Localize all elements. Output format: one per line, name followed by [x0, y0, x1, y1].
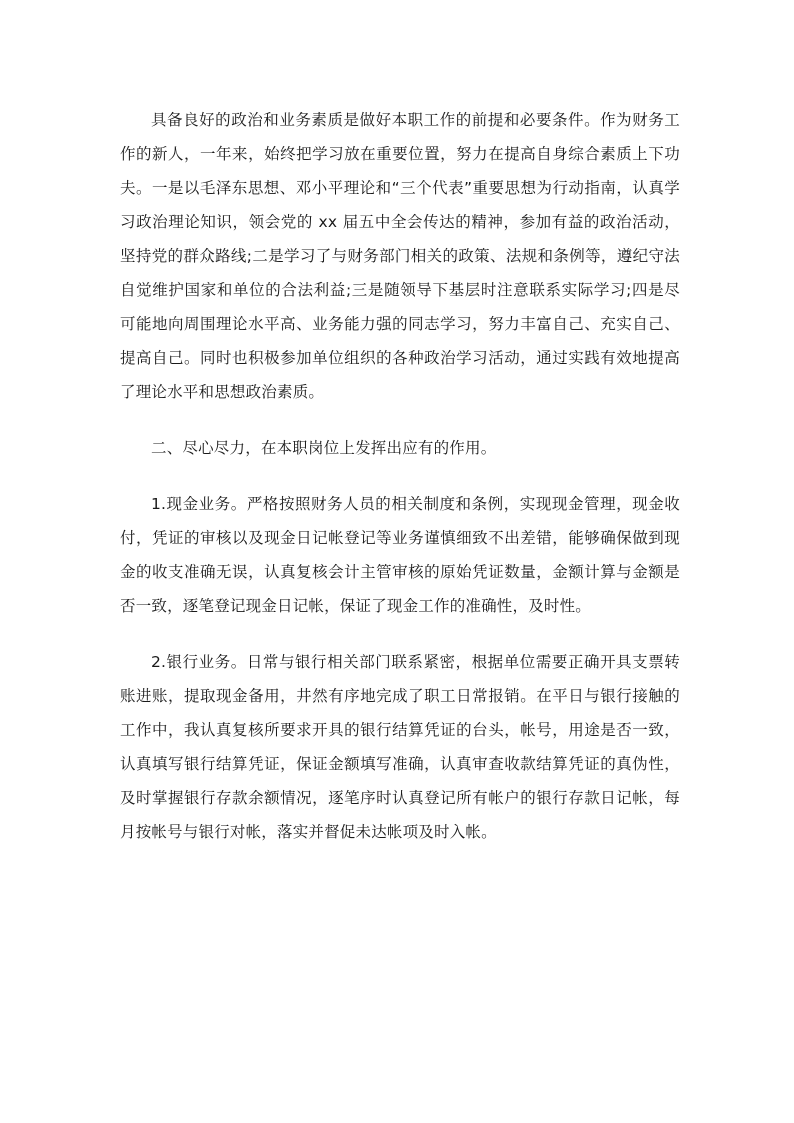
paragraph-bank-business: 2.银行业务。日常与银行相关部门联系紧密，根据单位需要正确开具支票转账进账，提取现金备用，井然有序地完成了职工日常报销。在平日与银行接触的工作中，我认真复核所要求开具的银行结算凭证的台头，帐号，用途是否一致，认真填写银行结算凭证，保证金额填写准确，认真审查收款结算凭证的真伪性，及时掌握银行存款余额情况，逐笔序时认真登记所有帐户的银行存款日记帐，每月按帐号与银行对帐，落实并督促未达帐项及时入帐。 — [120, 653, 680, 841]
section-heading-duties: 二、尽心尽力，在本职岗位上发挥出应有的作用。 — [151, 439, 497, 457]
document-body — [120, 103, 680, 849]
paragraph-political-quality: 具备良好的政治和业务素质是做好本职工作的前提和必要条件。作为财务工作的新人，一年来，始终把学习放在重要位置，努力在提高自身综合素质上下功夫。一是以毛泽东思想、邓小平理论和“三个代表”重要思想为行动指南，认真学习政治理论知识，领会党的 xx 届五中全会传达的精神，参加有益的政治活动，坚持党的群众路线;二是学习了与财务部门相关的政策、法规和条例等，遵纪守法自觉维护国家和单位的合法利益;三是随领导下基层时注意联系实际学习;四是尽可能地向周围理论水平高、业务能力强的同志学习，努力丰富自己、充实自己、提高自己。同时也积极参加单位组织的各种政治学习活动，通过实践有效地提高了理论水平和思想政治素质。 — [120, 111, 680, 401]
paragraph-cash-business: 1.现金业务。严格按照财务人员的相关制度和条例，实现现金管理，现金收付，凭证的审核以及现金日记帐登记等业务谨慎细致不出差错，能够确保做到现金的收支准确无误，认真复核会计主管审核的原始凭证数量，金额计算与金额是否一致，逐笔登记现金日记帐，保证了现金工作的准确性，及时性。 — [120, 495, 680, 615]
